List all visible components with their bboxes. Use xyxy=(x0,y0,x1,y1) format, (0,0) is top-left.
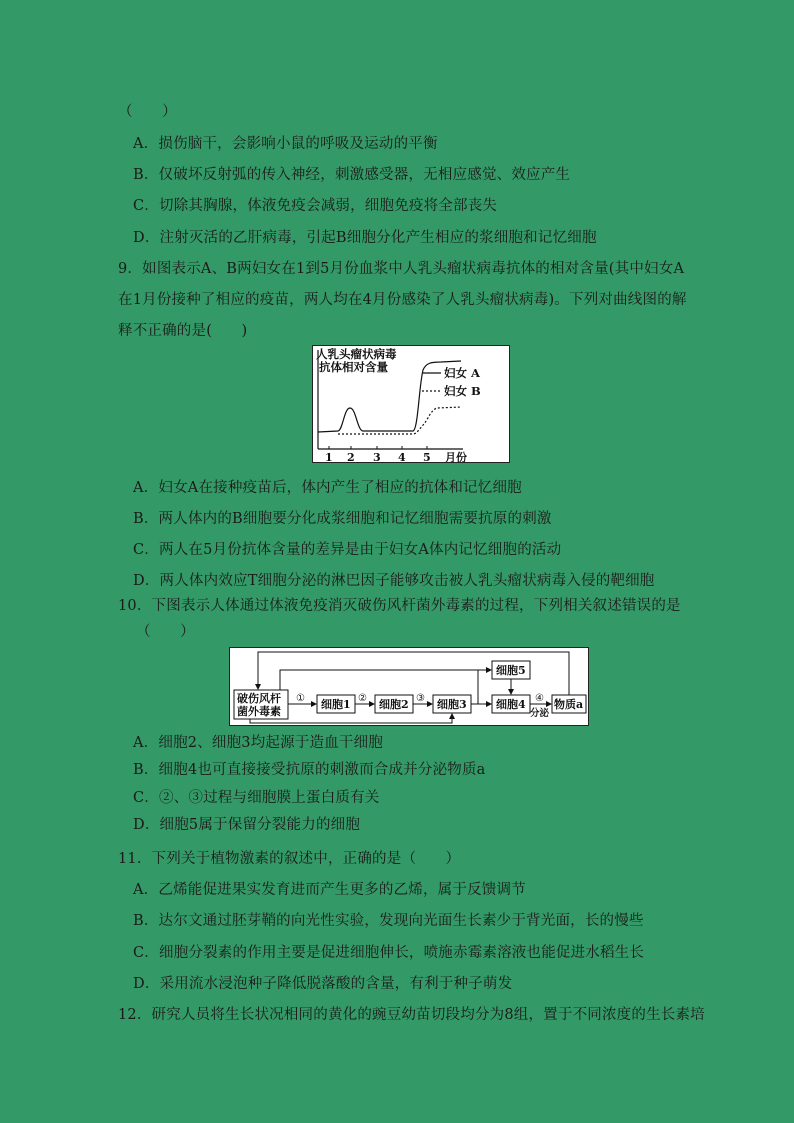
q9-option-c: C．两人在5月份抗体含量的差异是由于妇女A体内记忆细胞的活动 xyxy=(133,542,562,558)
x-tick-label-3: 3 xyxy=(373,451,381,462)
x-axis-label: 月份 xyxy=(445,451,467,462)
q11-stem: 11．下列关于植物激素的叙述中，正确的是（ ） xyxy=(118,851,461,867)
arrow-toxin-to-cell5 xyxy=(280,670,491,690)
substance-a-label: 物质a xyxy=(554,698,584,711)
q8-option-d: D．注射灭活的乙肝病毒，引起B细胞分化产生相应的浆细胞和记忆细胞 xyxy=(133,230,597,246)
q11-option-c: C．细胞分裂素的作用主要是促进细胞伸长，喷施赤霉素溶液也能促进水稻生长 xyxy=(133,945,645,961)
q8-option-a: A．损伤脑干，会影响小鼠的呼吸及运动的平衡 xyxy=(133,136,438,152)
q8-stem-tail: （ ） xyxy=(118,104,177,120)
q10-option-c: C．②、③过程与细胞膜上蛋白质有关 xyxy=(133,790,380,806)
cell-2-label: 细胞2 xyxy=(379,698,409,711)
q9-option-d: D．两人体内效应T细胞分泌的淋巴因子能够攻击被人乳头瘤状病毒入侵的靶细胞 xyxy=(133,573,655,589)
q8-option-c: C．切除其胸腺，体液免疫会减弱，细胞免疫将全部丧失 xyxy=(133,198,498,214)
q11-option-b: B．达尔文通过胚芽鞘的向光性实验，发现向光面生长素少于背光面，长的慢些 xyxy=(133,913,644,929)
x-tick-label-1: 1 xyxy=(325,451,333,462)
legend-label-a: 妇女 A xyxy=(444,366,480,380)
q11-option-a: A．乙烯能促进果实发育进而产生更多的乙烯，属于反馈调节 xyxy=(133,882,526,898)
step-4-label: ④ xyxy=(535,693,544,704)
antibody-curve-svg xyxy=(313,346,509,462)
x-tick-label-5: 5 xyxy=(423,451,431,462)
step-1-label: ① xyxy=(296,693,305,704)
legend-label-b: 妇女 B xyxy=(444,384,481,398)
q9-option-b: B．两人体内的B细胞要分化成浆细胞和记忆细胞需要抗原的刺激 xyxy=(133,511,552,527)
q12-stem: 12．研究人员将生长状况相同的黄化的豌豆幼苗切段均分为8组，置于不同浓度的生长素培 xyxy=(118,1007,705,1023)
y-axis-label-line-1: 人乳头瘤状病毒 xyxy=(316,347,397,361)
q10-option-a: A．细胞2、细胞3均起源于造血干细胞 xyxy=(133,735,384,751)
q10-stem-line-2: （ ） xyxy=(136,624,195,640)
step-3-label: ③ xyxy=(416,693,425,704)
q9-stem-line-1: 9．如图表示A、B两妇女在1到5月份血浆中人乳头瘤状病毒抗体的相对含量(其中妇女A xyxy=(118,261,685,277)
step-2-label: ② xyxy=(358,693,367,704)
x-tick-label-4: 4 xyxy=(398,451,406,462)
q10-option-b: B．细胞4也可直接接受抗原的刺激而合成并分泌物质a xyxy=(133,762,486,778)
secrete-label: 分泌 xyxy=(530,708,550,719)
q11-option-d: D．采用流水浸泡种子降低脱落酸的含量，有利于种子萌发 xyxy=(133,976,513,992)
cell-4-label: 细胞4 xyxy=(496,698,526,711)
y-axis-label-line-2: 抗体相对含量 xyxy=(319,360,388,374)
toxin-source-line-2: 菌外毒素 xyxy=(237,705,281,718)
q10-option-d: D．细胞5属于保留分裂能力的细胞 xyxy=(133,817,361,833)
cell-3-label: 细胞3 xyxy=(437,698,467,711)
q10-stem-line-1: 10．下图表示人体通过体液免疫消灭破伤风杆菌外毒素的过程，下列相关叙述错误的是 xyxy=(118,598,681,614)
immune-process-diagram xyxy=(229,647,589,726)
x-tick-label-2: 2 xyxy=(347,451,355,462)
toxin-source-line-1: 破伤风杆 xyxy=(237,692,281,705)
arrow-cell3-to-cell5 xyxy=(478,670,491,704)
q9-stem-line-3: 释不正确的是( ) xyxy=(118,323,248,339)
immune-process-svg xyxy=(230,648,588,725)
cell-5-label: 细胞5 xyxy=(496,664,526,677)
q9-option-a: A．妇女A在接种疫苗后，体内产生了相应的抗体和记忆细胞 xyxy=(133,480,522,496)
cell-1-label: 细胞1 xyxy=(321,698,351,711)
antibody-curve-figure xyxy=(312,345,510,463)
q9-stem-line-2: 在1月份接种了相应的疫苗，两人均在4月份感染了人乳头瘤状病毒)。下列对曲线图的解 xyxy=(118,292,687,308)
q8-option-b: B．仅破坏反射弧的传入神经，刺激感受器，无相应感觉、效应产生 xyxy=(133,167,571,183)
